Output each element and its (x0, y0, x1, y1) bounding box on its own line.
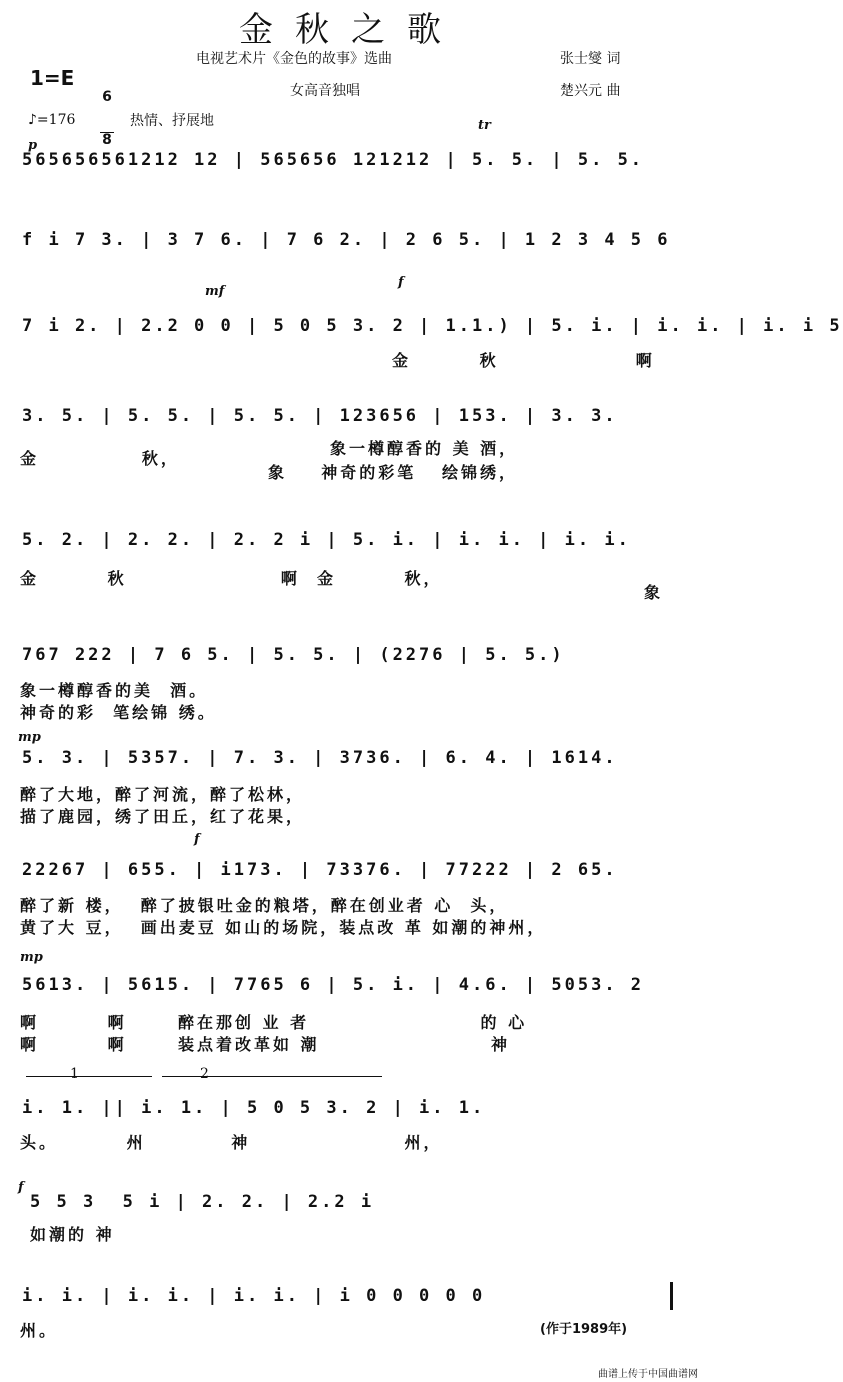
lyric-line-3: 金 秋 啊 (392, 351, 655, 370)
lyricist: 张士燮 词 (560, 51, 621, 67)
dynamic-mark: mp (20, 950, 43, 965)
volta-2-bracket (162, 1076, 382, 1077)
staff-line-10: i. 1. || i. 1. | 5 0 5 3. 2 | i. 1. (22, 1098, 486, 1118)
lyric-line-8b: 黄了大 豆， 画出麦豆 如山的场院，装点改 革 如潮的神州， (20, 918, 547, 937)
lyric-line-4b: 象一樽醇香的 美 酒， (330, 439, 519, 458)
watermark-footer: 曲谱上传于中国曲谱网 (598, 1369, 698, 1380)
staff-line-9: 5613. | 5615. | 7765 6 | 5. i. | 4.6. | 5053. 2 (22, 975, 645, 995)
lyric-line-11: 如潮的 神 (30, 1225, 115, 1244)
time-numerator: 6 (102, 89, 112, 105)
trill-mark: tr (478, 118, 491, 133)
lyric-line-10: 头。 州 神 州， (20, 1133, 443, 1152)
lyric-line-8a: 醉了新 楼， 醉了披银吐金的粮塔，醉在创业者 心 头， (20, 896, 509, 915)
staff-line-1: 565656561212 12 | 565656 121212 | 5. 5. | 5. 5. (22, 150, 645, 170)
singer-label: 女高音独唱 (290, 83, 360, 99)
dynamic-mark: mp (18, 730, 41, 745)
lyric-line-6b: 神奇的彩 笔绘锦 绣。 (20, 703, 217, 722)
lyric-line-6a: 象一樽醇香的美 酒。 (20, 681, 209, 700)
tempo-mark: ♪=176 (28, 112, 76, 128)
time-signature (100, 62, 114, 161)
dynamic-mark: f (18, 1180, 24, 1195)
final-barline (670, 1282, 673, 1310)
staff-line-7: 5. 3. | 5357. | 7. 3. | 3736. | 6. 4. | 1614. (22, 748, 618, 768)
dynamic-mark-mf: mf (205, 284, 225, 299)
composer: 楚兴元 曲 (560, 83, 621, 99)
lyric-line-7b: 描了鹿园，绣了田丘，红了花果， (20, 807, 306, 826)
lyric-line-4c: 象 神奇的彩笔 绘锦绣， (268, 463, 518, 482)
staff-line-6: 767 222 | 7 6 5. | 5. 5. | (2276 | 5. 5.) (22, 645, 565, 665)
dynamic-mark-f: f (398, 275, 404, 290)
staff-line-5: 5. 2. | 2. 2. | 2. 2 i | 5. i. | i. i. | i. i. (22, 530, 631, 550)
expression-mark: 热情、抒展地 (130, 113, 214, 129)
lyric-line-5c: 象 (644, 583, 664, 602)
lyric-line-12: 州。 (20, 1321, 59, 1340)
key-signature: 1=E (30, 66, 75, 90)
subtitle: 电视艺术片《金色的故事》选曲 (196, 51, 392, 67)
dynamic-mark: p (28, 138, 38, 153)
time-denominator: 8 (100, 132, 114, 147)
staff-line-2: f i 7 3. | 3 7 6. | 7 6 2. | 2 6 5. | 1 2 3 4 5 6 (22, 230, 671, 250)
lyric-line-5: 金 秋 啊 金 秋， (20, 569, 443, 588)
lyric-line-4a: 金 秋， (20, 449, 180, 468)
lyric-line-9a: 啊 啊 醉在那创 业 者 的 心 (20, 1013, 528, 1032)
lyric-line-7a: 醉了大地，醉了河流，醉了松林， (20, 785, 306, 804)
volta-2-label: 2 (200, 1066, 209, 1082)
staff-line-12: i. i. | i. i. | i. i. | i 0 0 0 0 0 (22, 1286, 486, 1306)
volta-1-bracket (26, 1076, 152, 1077)
staff-line-11: 5 5 3 5 i | 2. 2. | 2.2 i (30, 1192, 375, 1212)
composition-year: (作于1989年) (540, 1322, 628, 1337)
staff-line-3: 7 i 2. | 2.2 0 0 | 5 0 5 3. 2 | 1.1.) | 5. i. | i. i. | i. i 5 (22, 316, 843, 336)
lyric-line-9b: 啊 啊 装点着改革如 潮 神 (20, 1035, 510, 1054)
dynamic-mark: f (194, 832, 200, 847)
staff-line-8: 22267 | 655. | i173. | 73376. | 77222 | 2 65. (22, 860, 618, 880)
page-title: 金秋之歌 (239, 10, 463, 50)
staff-line-4: 3. 5. | 5. 5. | 5. 5. | 123656 | 153. | 3. 3. (22, 406, 618, 426)
volta-1-label: 1 (70, 1066, 79, 1082)
